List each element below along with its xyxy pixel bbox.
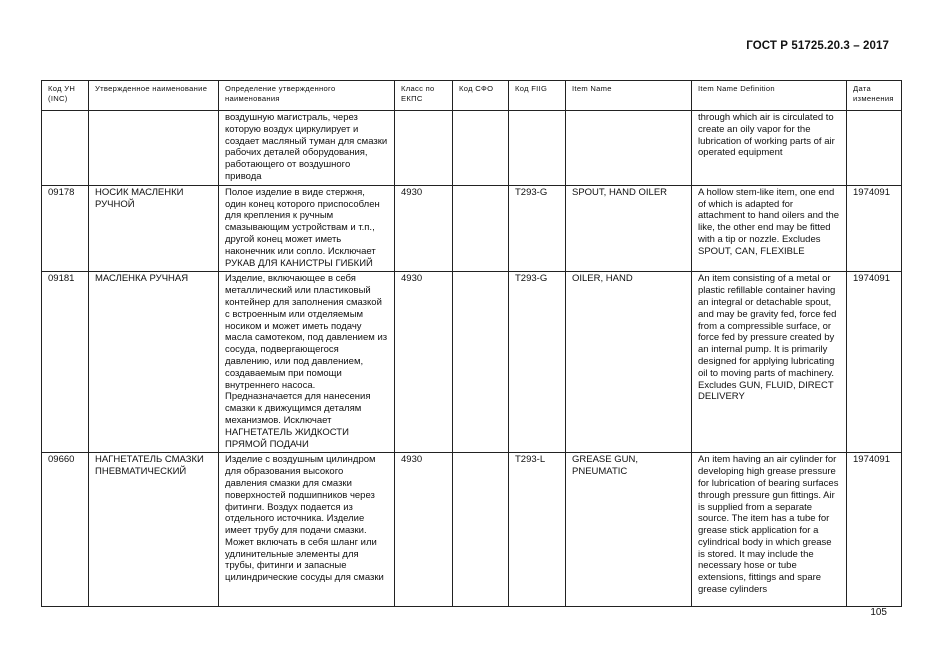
col-header-sfo: Код СФО xyxy=(453,81,509,111)
table-row xyxy=(42,453,902,607)
cell-item-definition: A hollow stem-like item, one end of which is adapted for attachment to hand oilers and the like, the other end may be fitted with a tip or nozzle. Excludes SPOUT, CAN, FLEXIBLE xyxy=(692,185,847,272)
cell-approved-name: МАСЛЕНКА РУЧНАЯ xyxy=(89,272,219,453)
cell-definition-ru: Изделие, включающее в себя металлический или пластиковый контейнер для заполнения смазкой с встроенным или отделяемым носиком и может иметь подачу масла самотеком, под давлением из сосуда, подвергающегося давлению, или под давлением, создаваемым при помощи внутреннего насоса. Предназначается для нанесения смазки к движущимся деталям механизмов. Исключает НАГНЕТАТЕЛЬ ЖИДКОСТИ ПРЯМОЙ ПОДАЧИ xyxy=(219,272,395,453)
col-header-item-name: Item Name xyxy=(566,81,692,111)
col-header-approved-name: Утвержденное наименование xyxy=(89,81,219,111)
col-header-definition-ru: Определение утвержденного наименования xyxy=(219,81,395,111)
cell-class: 4930 xyxy=(395,185,453,272)
cell-change-date: 1974091 xyxy=(847,453,902,607)
cell-fiig: T293-L xyxy=(509,453,566,607)
cell-inc: 09178 xyxy=(42,185,89,272)
col-header-inc: Код УН (INC) xyxy=(42,81,89,111)
cell-item-name: OILER, HAND xyxy=(566,272,692,453)
cell-item-definition: An item having an air cylinder for developing high grease pressure for lubrication of bearing surfaces through pressure gun fittings. Air is supplied from a separate source. The item has a tube for grease stick application for a cylindrical body in which grease is stored. It may include the necessary hose or tube extensions, fittings and spare grease cylinders xyxy=(692,453,847,607)
cell-class: 4930 xyxy=(395,453,453,607)
cell-approved-name xyxy=(89,111,219,186)
cell-definition-ru: Изделие с воздушным цилиндром для образования высокого давления смазки для смазки поверхностей подшипников через фитинги. Воздух подается из отдельного источника. Изделие имеет трубу для подачи смазки. Может включать в себя шланг или удлинительные элементы для трубы, фитинги и запасные цилиндрические сосуды для смазки xyxy=(219,453,395,607)
cell-item-name: GREASE GUN, PNEUMATIC xyxy=(566,453,692,607)
table-row xyxy=(42,185,902,272)
cell-sfo xyxy=(453,111,509,186)
cell-sfo xyxy=(453,272,509,453)
col-header-change-date: Дата изменения xyxy=(847,81,902,111)
table-row xyxy=(42,111,902,186)
cell-sfo xyxy=(453,185,509,272)
cell-fiig: T293-G xyxy=(509,185,566,272)
page-number: 105 xyxy=(870,607,887,618)
standard-designation: ГОСТ Р 51725.20.3 – 2017 xyxy=(746,40,889,52)
cell-fiig: T293-G xyxy=(509,272,566,453)
nomenclature-table xyxy=(41,80,902,607)
cell-change-date: 1974091 xyxy=(847,185,902,272)
cell-item-name: SPOUT, HAND OILER xyxy=(566,185,692,272)
cell-inc xyxy=(42,111,89,186)
cell-change-date: 1974091 xyxy=(847,272,902,453)
cell-approved-name: НАГНЕТАТЕЛЬ СМАЗКИ ПНЕВМАТИЧЕСКИЙ xyxy=(89,453,219,607)
cell-item-name xyxy=(566,111,692,186)
cell-class: 4930 xyxy=(395,272,453,453)
cell-definition-ru: воздушную магистраль, через которую воздух циркулирует и создает масляный туман для смазки рабочих деталей оборудования, работающего от воздушного привода xyxy=(219,111,395,186)
col-header-class: Класс по ЕКПС xyxy=(395,81,453,111)
cell-item-definition: An item consisting of a metal or plastic refillable container having an integral or detachable spout, and may be gravity fed, force fed from a compressible surface, or force fed by pressure created by an internal pump. It is primarily designed for applying lubricating oil to moving parts of machinery. Excludes GUN, FLUID, DIRECT DELIVERY xyxy=(692,272,847,453)
col-header-fiig: Код FIIG xyxy=(509,81,566,111)
table-header-row xyxy=(42,81,902,111)
cell-definition-ru: Полое изделие в виде стержня, один конец которого приспособлен для крепления к ручным смазывающим устройствам и т.п., другой конец может иметь наконечник или сопло. Исключает РУКАВ ДЛЯ КАНИСТРЫ ГИБКИЙ xyxy=(219,185,395,272)
table-row xyxy=(42,272,902,453)
cell-inc: 09181 xyxy=(42,272,89,453)
cell-fiig xyxy=(509,111,566,186)
cell-inc: 09660 xyxy=(42,453,89,607)
cell-sfo xyxy=(453,453,509,607)
cell-item-definition: through which air is circulated to create an oily vapor for the lubrication of working parts of air operated equipment xyxy=(692,111,847,186)
cell-class xyxy=(395,111,453,186)
col-header-item-definition: Item Name Definition xyxy=(692,81,847,111)
cell-approved-name: НОСИК МАСЛЕНКИ РУЧНОЙ xyxy=(89,185,219,272)
cell-change-date xyxy=(847,111,902,186)
